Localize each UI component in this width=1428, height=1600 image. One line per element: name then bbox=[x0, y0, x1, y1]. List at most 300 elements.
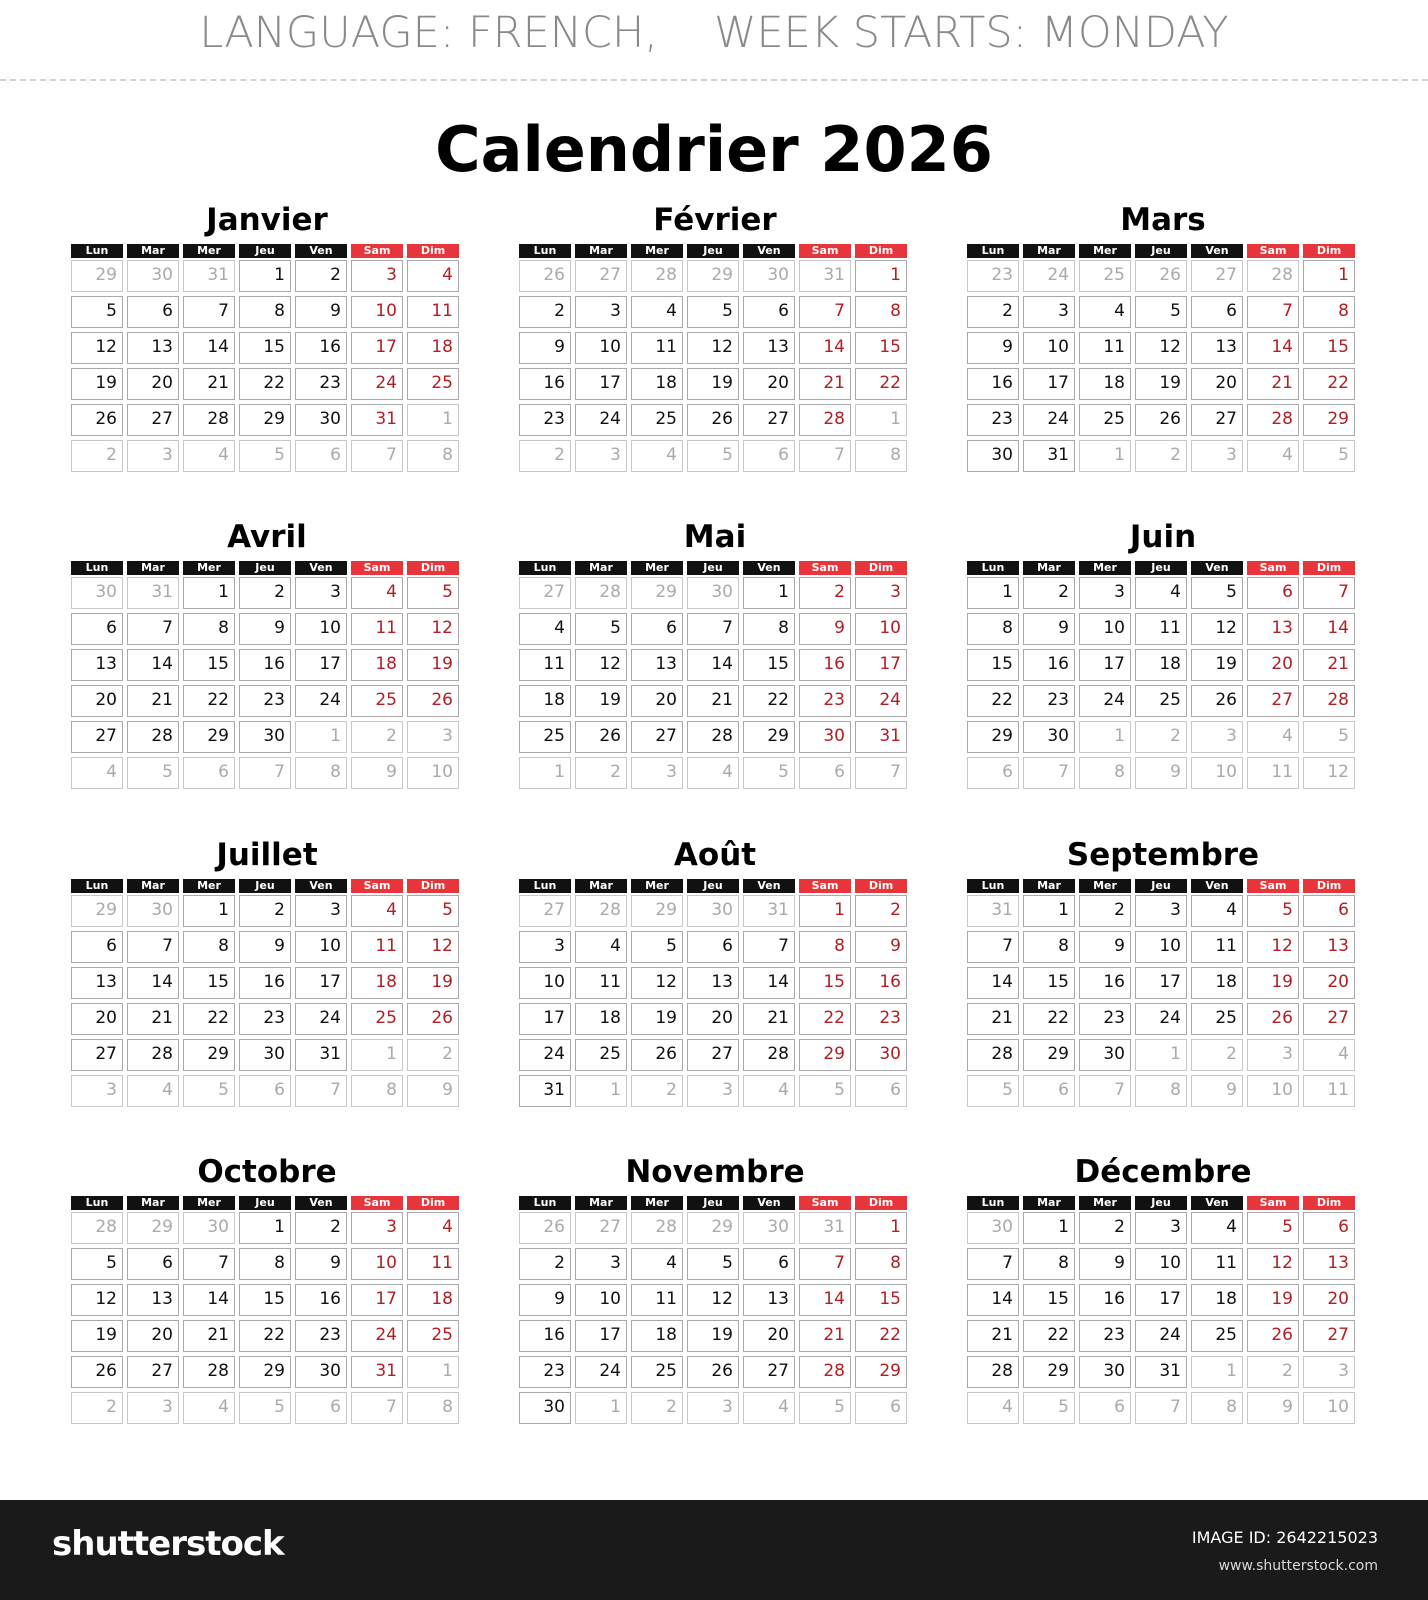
day-cell: 18 bbox=[1135, 649, 1187, 681]
day-cell: 5 bbox=[1247, 895, 1299, 927]
day-cell: 14 bbox=[183, 1284, 235, 1316]
image-id: IMAGE ID: 2642215023 bbox=[1191, 1528, 1378, 1547]
day-cell-adjacent-month: 3 bbox=[687, 1392, 739, 1424]
day-cell-adjacent-month: 1 bbox=[1135, 1039, 1187, 1071]
day-cell: 22 bbox=[1023, 1003, 1075, 1035]
day-cell: 2 bbox=[519, 296, 571, 328]
day-cell-adjacent-month: 7 bbox=[351, 440, 403, 472]
weekday-label: Ven bbox=[295, 879, 347, 893]
day-cell-adjacent-month: 31 bbox=[743, 895, 795, 927]
day-cell: 6 bbox=[1303, 1212, 1355, 1244]
day-cell: 5 bbox=[1247, 1212, 1299, 1244]
day-cell: 17 bbox=[295, 649, 347, 681]
day-cell-adjacent-month: 9 bbox=[1135, 757, 1187, 789]
day-cell: 13 bbox=[631, 649, 683, 681]
days-grid bbox=[519, 895, 911, 1107]
day-cell: 1 bbox=[239, 1212, 291, 1244]
weekday-label: Ven bbox=[1191, 879, 1243, 893]
day-cell: 7 bbox=[967, 931, 1019, 963]
day-cell: 10 bbox=[1079, 613, 1131, 645]
day-cell: 17 bbox=[1079, 649, 1131, 681]
day-cell: 9 bbox=[855, 931, 907, 963]
day-cell: 12 bbox=[1191, 613, 1243, 645]
day-cell-adjacent-month: 29 bbox=[687, 260, 739, 292]
day-cell: 3 bbox=[351, 1212, 403, 1244]
day-cell-adjacent-month: 30 bbox=[743, 260, 795, 292]
day-cell: 20 bbox=[127, 368, 179, 400]
day-cell-adjacent-month: 26 bbox=[519, 260, 571, 292]
day-cell: 1 bbox=[239, 260, 291, 292]
day-cell: 7 bbox=[1247, 296, 1299, 328]
day-cell: 3 bbox=[575, 296, 627, 328]
day-cell-adjacent-month: 7 bbox=[1023, 757, 1075, 789]
day-cell: 21 bbox=[967, 1320, 1019, 1352]
weekday-label: Jeu bbox=[1135, 561, 1187, 575]
day-cell-adjacent-month: 8 bbox=[351, 1075, 403, 1107]
weekday-label: Jeu bbox=[1135, 879, 1187, 893]
day-cell: 5 bbox=[71, 1248, 123, 1280]
day-cell: 19 bbox=[1247, 1284, 1299, 1316]
day-cell-adjacent-month: 4 bbox=[631, 440, 683, 472]
day-cell: 4 bbox=[1079, 296, 1131, 328]
day-cell: 14 bbox=[1247, 332, 1299, 364]
day-cell: 3 bbox=[1135, 895, 1187, 927]
day-cell: 4 bbox=[631, 1248, 683, 1280]
day-cell: 21 bbox=[1247, 368, 1299, 400]
day-cell: 12 bbox=[71, 1284, 123, 1316]
day-cell: 24 bbox=[1079, 685, 1131, 717]
month-name: Janvier bbox=[206, 202, 328, 238]
day-cell: 20 bbox=[1303, 967, 1355, 999]
day-cell: 12 bbox=[575, 649, 627, 681]
weekday-label: Mar bbox=[1023, 561, 1075, 575]
day-cell: 12 bbox=[407, 613, 459, 645]
day-cell: 6 bbox=[1191, 296, 1243, 328]
day-cell: 1 bbox=[183, 895, 235, 927]
day-cell: 25 bbox=[519, 721, 571, 753]
day-cell: 14 bbox=[967, 967, 1019, 999]
day-cell: 18 bbox=[519, 685, 571, 717]
day-cell-adjacent-month: 2 bbox=[71, 1392, 123, 1424]
day-cell: 21 bbox=[127, 685, 179, 717]
day-cell: 17 bbox=[1023, 368, 1075, 400]
day-cell-adjacent-month: 5 bbox=[239, 440, 291, 472]
day-cell-adjacent-month: 6 bbox=[295, 440, 347, 472]
day-cell-adjacent-month: 5 bbox=[239, 1392, 291, 1424]
day-cell: 26 bbox=[687, 1356, 739, 1388]
day-cell: 31 bbox=[351, 404, 403, 436]
day-cell: 31 bbox=[295, 1039, 347, 1071]
day-cell: 1 bbox=[1303, 260, 1355, 292]
day-cell: 8 bbox=[1303, 296, 1355, 328]
day-cell-adjacent-month: 4 bbox=[183, 440, 235, 472]
day-cell: 30 bbox=[295, 404, 347, 436]
day-cell: 29 bbox=[183, 721, 235, 753]
day-cell: 26 bbox=[1247, 1320, 1299, 1352]
day-cell: 13 bbox=[127, 1284, 179, 1316]
day-cell-adjacent-month: 29 bbox=[127, 1212, 179, 1244]
day-cell: 3 bbox=[1023, 296, 1075, 328]
day-cell: 23 bbox=[519, 1356, 571, 1388]
day-cell: 21 bbox=[967, 1003, 1019, 1035]
weekday-label: Lun bbox=[967, 1196, 1019, 1210]
day-cell: 8 bbox=[239, 1248, 291, 1280]
day-cell-adjacent-month: 2 bbox=[351, 721, 403, 753]
day-cell: 25 bbox=[631, 1356, 683, 1388]
day-cell-adjacent-month: 29 bbox=[631, 895, 683, 927]
day-cell-adjacent-month: 7 bbox=[855, 757, 907, 789]
day-cell: 18 bbox=[1191, 967, 1243, 999]
day-cell: 23 bbox=[239, 685, 291, 717]
day-cell-adjacent-month: 2 bbox=[1135, 440, 1187, 472]
day-cell-adjacent-month: 30 bbox=[687, 895, 739, 927]
day-cell: 15 bbox=[183, 649, 235, 681]
footer-logo: shutterstock bbox=[52, 1524, 284, 1564]
day-cell: 19 bbox=[1191, 649, 1243, 681]
day-cell: 25 bbox=[407, 1320, 459, 1352]
day-cell: 2 bbox=[239, 577, 291, 609]
day-cell: 1 bbox=[183, 577, 235, 609]
day-cell: 9 bbox=[239, 613, 291, 645]
day-cell-adjacent-month: 30 bbox=[967, 1212, 1019, 1244]
day-cell: 13 bbox=[687, 967, 739, 999]
day-cell: 23 bbox=[1079, 1003, 1131, 1035]
day-cell: 2 bbox=[1079, 1212, 1131, 1244]
day-cell: 3 bbox=[855, 577, 907, 609]
day-cell: 22 bbox=[183, 1003, 235, 1035]
day-cell-adjacent-month: 7 bbox=[799, 440, 851, 472]
weekday-header bbox=[967, 561, 1359, 575]
day-cell: 11 bbox=[1079, 332, 1131, 364]
day-cell: 4 bbox=[351, 895, 403, 927]
day-cell-adjacent-month: 11 bbox=[1247, 757, 1299, 789]
weekday-label: Dim bbox=[1303, 244, 1355, 258]
day-cell: 24 bbox=[1135, 1320, 1187, 1352]
day-cell: 1 bbox=[967, 577, 1019, 609]
day-cell: 2 bbox=[855, 895, 907, 927]
day-cell: 27 bbox=[743, 404, 795, 436]
weekday-label: Jeu bbox=[239, 561, 291, 575]
day-cell: 15 bbox=[855, 332, 907, 364]
day-cell-adjacent-month: 6 bbox=[183, 757, 235, 789]
day-cell: 24 bbox=[295, 1003, 347, 1035]
day-cell-adjacent-month: 27 bbox=[519, 577, 571, 609]
day-cell: 15 bbox=[1023, 1284, 1075, 1316]
day-cell-adjacent-month: 1 bbox=[575, 1075, 627, 1107]
days-grid bbox=[967, 895, 1359, 1107]
day-cell: 29 bbox=[1303, 404, 1355, 436]
day-cell: 10 bbox=[1023, 332, 1075, 364]
day-cell: 11 bbox=[575, 967, 627, 999]
day-cell-adjacent-month: 1 bbox=[407, 1356, 459, 1388]
day-cell: 27 bbox=[1303, 1003, 1355, 1035]
day-cell: 17 bbox=[575, 1320, 627, 1352]
day-cell: 25 bbox=[1135, 685, 1187, 717]
day-cell: 16 bbox=[519, 368, 571, 400]
weekday-label: Lun bbox=[519, 1196, 571, 1210]
day-cell: 7 bbox=[183, 1248, 235, 1280]
day-cell: 18 bbox=[1191, 1284, 1243, 1316]
day-cell: 15 bbox=[183, 967, 235, 999]
weekday-label: Mar bbox=[575, 561, 627, 575]
day-cell-adjacent-month: 24 bbox=[1023, 260, 1075, 292]
weekday-header bbox=[71, 244, 463, 258]
weekday-label: Ven bbox=[743, 244, 795, 258]
day-cell: 16 bbox=[967, 368, 1019, 400]
day-cell-adjacent-month: 3 bbox=[127, 440, 179, 472]
day-cell-adjacent-month: 28 bbox=[631, 1212, 683, 1244]
weekday-header bbox=[519, 1196, 911, 1210]
day-cell: 31 bbox=[351, 1356, 403, 1388]
day-cell: 11 bbox=[631, 332, 683, 364]
day-cell: 6 bbox=[127, 1248, 179, 1280]
day-cell-adjacent-month: 8 bbox=[1191, 1392, 1243, 1424]
weekday-label: Mar bbox=[127, 561, 179, 575]
day-cell: 2 bbox=[799, 577, 851, 609]
day-cell-adjacent-month: 4 bbox=[71, 757, 123, 789]
month-name: Mars bbox=[1120, 202, 1206, 238]
day-cell: 8 bbox=[743, 613, 795, 645]
day-cell: 6 bbox=[1247, 577, 1299, 609]
day-cell: 21 bbox=[183, 1320, 235, 1352]
day-cell: 12 bbox=[1247, 931, 1299, 963]
day-cell-adjacent-month: 29 bbox=[71, 895, 123, 927]
day-cell-adjacent-month: 3 bbox=[1191, 440, 1243, 472]
day-cell: 3 bbox=[295, 895, 347, 927]
day-cell: 11 bbox=[1135, 613, 1187, 645]
day-cell-adjacent-month: 9 bbox=[1247, 1392, 1299, 1424]
day-cell: 7 bbox=[1303, 577, 1355, 609]
language-label: LANGUAGE: FRENCH, bbox=[199, 8, 658, 58]
day-cell: 27 bbox=[71, 1039, 123, 1071]
day-cell-adjacent-month: 6 bbox=[1023, 1075, 1075, 1107]
day-cell: 23 bbox=[519, 404, 571, 436]
day-cell: 11 bbox=[1191, 931, 1243, 963]
day-cell-adjacent-month: 29 bbox=[687, 1212, 739, 1244]
day-cell: 2 bbox=[295, 1212, 347, 1244]
day-cell: 17 bbox=[1135, 1284, 1187, 1316]
day-cell: 6 bbox=[631, 613, 683, 645]
day-cell-adjacent-month: 5 bbox=[1303, 721, 1355, 753]
day-cell: 2 bbox=[239, 895, 291, 927]
weekday-label: Dim bbox=[855, 1196, 907, 1210]
day-cell: 15 bbox=[967, 649, 1019, 681]
day-cell: 27 bbox=[71, 721, 123, 753]
day-cell: 3 bbox=[1135, 1212, 1187, 1244]
day-cell: 23 bbox=[1023, 685, 1075, 717]
day-cell-adjacent-month: 1 bbox=[1191, 1356, 1243, 1388]
weekday-header bbox=[967, 244, 1359, 258]
day-cell-adjacent-month: 28 bbox=[1247, 260, 1299, 292]
day-cell: 6 bbox=[127, 296, 179, 328]
week-start-label: WEEK STARTS: MONDAY bbox=[713, 8, 1229, 58]
day-cell-adjacent-month: 26 bbox=[519, 1212, 571, 1244]
weekday-label: Jeu bbox=[239, 879, 291, 893]
weekday-label: Jeu bbox=[239, 244, 291, 258]
day-cell: 11 bbox=[519, 649, 571, 681]
day-cell: 8 bbox=[967, 613, 1019, 645]
day-cell: 7 bbox=[183, 296, 235, 328]
day-cell: 3 bbox=[519, 931, 571, 963]
day-cell-adjacent-month: 1 bbox=[295, 721, 347, 753]
day-cell: 10 bbox=[855, 613, 907, 645]
day-cell-adjacent-month: 1 bbox=[575, 1392, 627, 1424]
weekday-label: Dim bbox=[1303, 879, 1355, 893]
day-cell-adjacent-month: 10 bbox=[1191, 757, 1243, 789]
day-cell: 22 bbox=[1023, 1320, 1075, 1352]
day-cell: 12 bbox=[1135, 332, 1187, 364]
day-cell: 24 bbox=[295, 685, 347, 717]
day-cell: 25 bbox=[1191, 1003, 1243, 1035]
day-cell: 17 bbox=[1135, 967, 1187, 999]
day-cell: 14 bbox=[183, 332, 235, 364]
day-cell-adjacent-month: 4 bbox=[183, 1392, 235, 1424]
day-cell: 30 bbox=[855, 1039, 907, 1071]
day-cell: 11 bbox=[631, 1284, 683, 1316]
day-cell-adjacent-month: 12 bbox=[1303, 757, 1355, 789]
days-grid bbox=[71, 1212, 463, 1424]
day-cell: 29 bbox=[799, 1039, 851, 1071]
weekday-label: Mer bbox=[1079, 561, 1131, 575]
weekday-label: Mar bbox=[1023, 879, 1075, 893]
day-cell: 11 bbox=[407, 296, 459, 328]
day-cell-adjacent-month: 4 bbox=[1247, 721, 1299, 753]
weekday-header bbox=[967, 879, 1359, 893]
day-cell-adjacent-month: 28 bbox=[575, 895, 627, 927]
day-cell: 10 bbox=[351, 296, 403, 328]
day-cell: 10 bbox=[295, 931, 347, 963]
day-cell-adjacent-month: 27 bbox=[575, 260, 627, 292]
day-cell: 24 bbox=[575, 1356, 627, 1388]
day-cell-adjacent-month: 8 bbox=[407, 1392, 459, 1424]
day-cell: 29 bbox=[967, 721, 1019, 753]
weekday-label: Mer bbox=[183, 561, 235, 575]
day-cell-adjacent-month: 8 bbox=[407, 440, 459, 472]
day-cell: 26 bbox=[71, 404, 123, 436]
day-cell: 13 bbox=[127, 332, 179, 364]
day-cell: 28 bbox=[183, 404, 235, 436]
weekday-label: Ven bbox=[1191, 1196, 1243, 1210]
day-cell: 14 bbox=[127, 649, 179, 681]
day-cell: 21 bbox=[127, 1003, 179, 1035]
days-grid bbox=[967, 260, 1359, 472]
day-cell: 8 bbox=[183, 931, 235, 963]
day-cell-adjacent-month: 6 bbox=[743, 440, 795, 472]
day-cell: 1 bbox=[799, 895, 851, 927]
day-cell-adjacent-month: 2 bbox=[519, 440, 571, 472]
day-cell-adjacent-month: 5 bbox=[799, 1392, 851, 1424]
day-cell: 30 bbox=[1079, 1039, 1131, 1071]
day-cell-adjacent-month: 6 bbox=[239, 1075, 291, 1107]
month-name: Novembre bbox=[625, 1154, 805, 1190]
day-cell-adjacent-month: 4 bbox=[1247, 440, 1299, 472]
day-cell: 24 bbox=[351, 1320, 403, 1352]
day-cell: 31 bbox=[1023, 440, 1075, 472]
day-cell: 16 bbox=[295, 332, 347, 364]
day-cell: 27 bbox=[687, 1039, 739, 1071]
day-cell-adjacent-month: 25 bbox=[1079, 260, 1131, 292]
day-cell: 20 bbox=[127, 1320, 179, 1352]
day-cell: 11 bbox=[407, 1248, 459, 1280]
day-cell: 7 bbox=[799, 1248, 851, 1280]
day-cell-adjacent-month: 31 bbox=[799, 1212, 851, 1244]
day-cell: 4 bbox=[407, 260, 459, 292]
day-cell: 12 bbox=[687, 332, 739, 364]
day-cell: 5 bbox=[71, 296, 123, 328]
day-cell-adjacent-month: 6 bbox=[855, 1392, 907, 1424]
weekday-label: Mar bbox=[575, 879, 627, 893]
day-cell: 18 bbox=[631, 1320, 683, 1352]
day-cell: 4 bbox=[519, 613, 571, 645]
day-cell: 20 bbox=[1247, 649, 1299, 681]
day-cell: 21 bbox=[1303, 649, 1355, 681]
day-cell: 8 bbox=[855, 296, 907, 328]
weekday-label: Lun bbox=[519, 879, 571, 893]
day-cell-adjacent-month: 29 bbox=[631, 577, 683, 609]
day-cell: 12 bbox=[71, 332, 123, 364]
day-cell: 30 bbox=[1023, 721, 1075, 753]
day-cell: 8 bbox=[855, 1248, 907, 1280]
day-cell: 2 bbox=[295, 260, 347, 292]
weekday-label: Mar bbox=[575, 244, 627, 258]
day-cell: 9 bbox=[967, 332, 1019, 364]
day-cell-adjacent-month: 7 bbox=[295, 1075, 347, 1107]
day-cell: 19 bbox=[575, 685, 627, 717]
day-cell: 28 bbox=[967, 1356, 1019, 1388]
days-grid bbox=[71, 577, 463, 789]
day-cell: 20 bbox=[1303, 1284, 1355, 1316]
day-cell: 18 bbox=[631, 368, 683, 400]
weekday-label: Mer bbox=[183, 879, 235, 893]
day-cell: 15 bbox=[1023, 967, 1075, 999]
day-cell: 4 bbox=[631, 296, 683, 328]
day-cell-adjacent-month: 2 bbox=[575, 757, 627, 789]
day-cell: 31 bbox=[519, 1075, 571, 1107]
day-cell-adjacent-month: 10 bbox=[1303, 1392, 1355, 1424]
day-cell-adjacent-month: 2 bbox=[1191, 1039, 1243, 1071]
day-cell: 18 bbox=[575, 1003, 627, 1035]
day-cell-adjacent-month: 30 bbox=[127, 260, 179, 292]
day-cell: 14 bbox=[687, 649, 739, 681]
day-cell: 2 bbox=[967, 296, 1019, 328]
day-cell: 27 bbox=[127, 404, 179, 436]
day-cell: 20 bbox=[743, 1320, 795, 1352]
weekday-label: Jeu bbox=[1135, 244, 1187, 258]
days-grid bbox=[519, 1212, 911, 1424]
day-cell-adjacent-month: 1 bbox=[1079, 721, 1131, 753]
day-cell-adjacent-month: 27 bbox=[575, 1212, 627, 1244]
day-cell: 13 bbox=[1303, 931, 1355, 963]
day-cell-adjacent-month: 5 bbox=[799, 1075, 851, 1107]
day-cell: 28 bbox=[1303, 685, 1355, 717]
weekday-header bbox=[71, 561, 463, 575]
weekday-label: Lun bbox=[71, 879, 123, 893]
day-cell: 2 bbox=[1079, 895, 1131, 927]
day-cell: 29 bbox=[855, 1356, 907, 1388]
day-cell-adjacent-month: 3 bbox=[127, 1392, 179, 1424]
weekday-label: Mer bbox=[631, 879, 683, 893]
weekday-header bbox=[519, 561, 911, 575]
day-cell: 9 bbox=[1023, 613, 1075, 645]
day-cell: 10 bbox=[519, 967, 571, 999]
day-cell: 28 bbox=[743, 1039, 795, 1071]
day-cell: 22 bbox=[799, 1003, 851, 1035]
day-cell: 14 bbox=[127, 967, 179, 999]
day-cell: 18 bbox=[407, 332, 459, 364]
day-cell: 28 bbox=[687, 721, 739, 753]
weekday-label: Sam bbox=[351, 1196, 403, 1210]
day-cell: 13 bbox=[1247, 613, 1299, 645]
